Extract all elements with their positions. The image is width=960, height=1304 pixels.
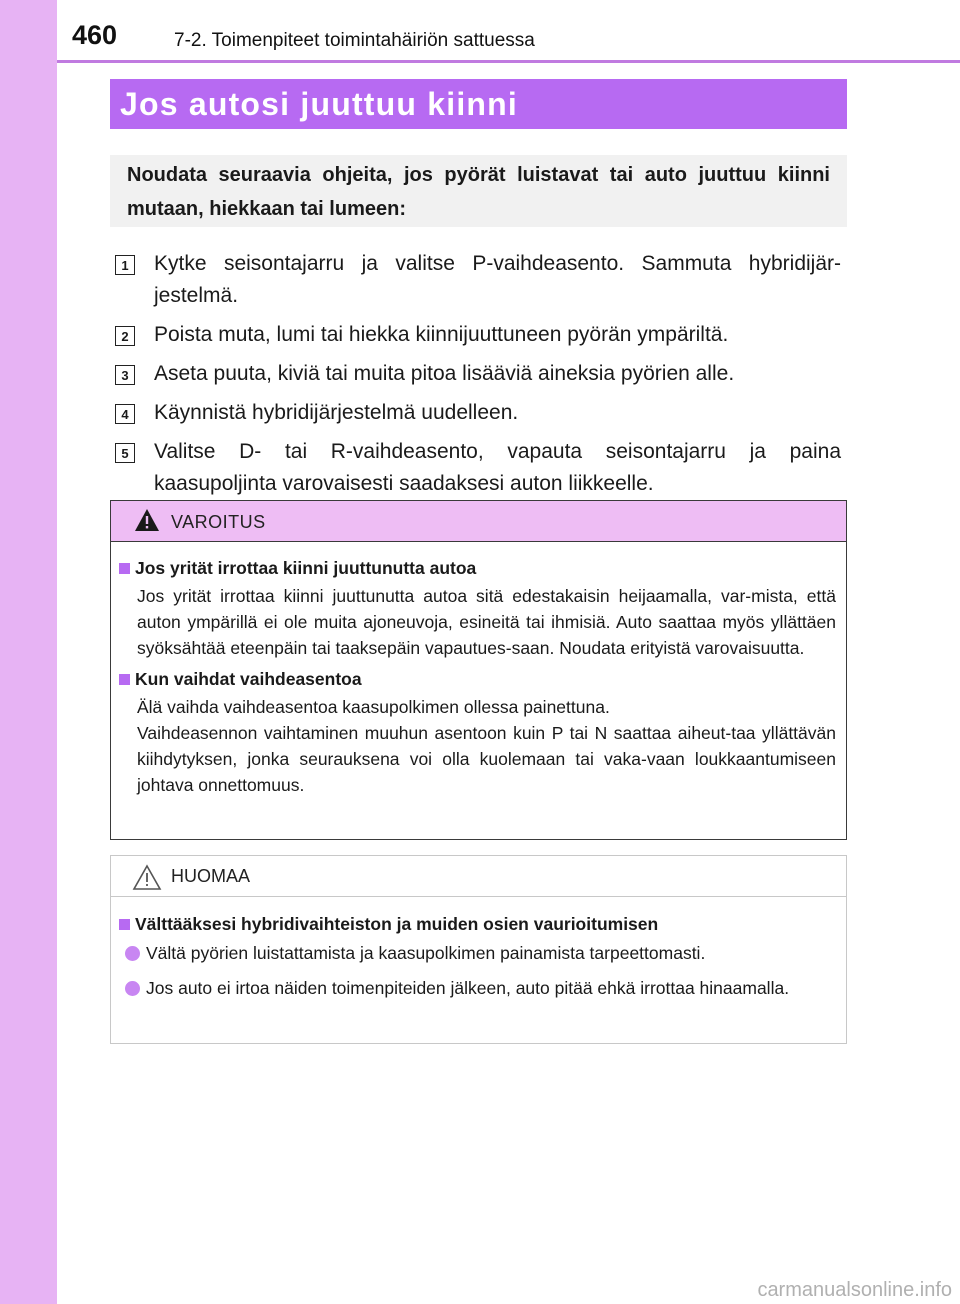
step-number-1: 1 <box>115 255 135 275</box>
notice-heading <box>119 914 836 935</box>
step-item <box>115 397 841 429</box>
square-bullet-icon <box>119 674 130 685</box>
step-number-3: 3 <box>115 365 135 385</box>
page-number: 460 <box>72 20 118 50</box>
step-text: Käynnistä hybridijärjestelmä uudelleen. <box>154 401 519 424</box>
notice-body <box>111 897 846 1002</box>
notice-box <box>110 855 847 1044</box>
notice-header <box>111 856 846 897</box>
intro-text: Noudata seuraavia ohjeita, jos pyörät luistavat tai auto juuttuu kiinni mutaan, hiekkaan tai lumeen: <box>127 164 830 220</box>
warning-paragraph: Vaihdeasennon vaihtaminen muuhun asentoon kuin P tai N saattaa aiheut-taa yllättävän kiihdytyksen, jonka seurauksena voi olla kuolemaan tai vaka-vaan loukkaantumiseen johtava onnettomuus. <box>137 723 836 795</box>
caution-triangle-icon <box>132 864 162 891</box>
notice-bullet-text: Vältä pyörien luistattamista ja kaasupolkimen painamista tarpeettomasti. <box>146 943 706 963</box>
circle-bullet-icon <box>125 981 140 996</box>
step-number-5: 5 <box>115 443 135 463</box>
notice-bullet <box>125 975 836 1002</box>
notice-bullet <box>125 940 836 967</box>
section-banner <box>110 79 847 129</box>
warning-header <box>111 501 846 542</box>
step-item <box>115 436 841 500</box>
warning-body <box>111 542 846 798</box>
warning-item-heading <box>119 558 836 579</box>
header-divider <box>57 60 960 63</box>
notice-bullet-text: Jos auto ei irtoa näiden toimenpiteiden jälkeen, auto pitää ehkä irrottaa hinaamalla. <box>146 978 790 998</box>
step-item <box>115 319 841 351</box>
warning-paragraph: Älä vaihda vaihdeasentoa kaasupolkimen ollessa painettuna. <box>137 697 610 717</box>
step-number-4: 4 <box>115 404 135 424</box>
intro-box <box>110 155 847 227</box>
step-item <box>115 248 841 312</box>
section-title: Jos autosi juuttuu kiinni <box>120 85 518 122</box>
warning-paragraph: Jos yrität irrottaa kiinni juuttunutta autoa sitä edestakaisin heijaamalla, var-mista, että auton ympärillä ei ole muita ajoneuvoja, esineitä tai ihmisiä. Auto saattaa myös yllättäen syöksähtää eteenpäin tai taaksepäin vapautues-saan. Noudata erityistä varovaisuutta. <box>137 586 836 658</box>
side-tab-strip <box>0 0 57 1304</box>
watermark: carmanualsonline.info <box>757 1279 952 1301</box>
step-text: Aseta puuta, kiviä tai muita pitoa lisääviä aineksia pyörien alle. <box>154 362 735 385</box>
warning-heading-text: Kun vaihdat vaihdeasentoa <box>135 669 362 689</box>
step-text: Poista muta, lumi tai hiekka kiinnijuuttuneen pyörän ympäriltä. <box>154 323 729 346</box>
warning-item-heading <box>119 669 836 690</box>
warning-heading-text: Jos yrität irrottaa kiinni juuttunutta autoa <box>135 558 477 578</box>
warning-title: VAROITUS <box>171 512 266 532</box>
notice-heading-text: Välttääksesi hybridivaihteiston ja muiden osien vaurioitumisen <box>135 914 659 934</box>
step-text: Valitse D- tai R-vaihdeasento, vapauta seisontajarru ja paina kaasupoljinta varovaisesti saadaksesi auton liikkeelle. <box>154 440 841 495</box>
step-number-2: 2 <box>115 326 135 346</box>
notice-title: HUOMAA <box>171 866 251 886</box>
step-list <box>115 248 841 507</box>
step-text: Kytke seisontajarru ja valitse P-vaihdeasento. Sammuta hybridijär-jestelmä. <box>154 252 841 307</box>
warning-box <box>110 500 847 840</box>
step-item <box>115 358 841 390</box>
square-bullet-icon <box>119 563 130 574</box>
warning-triangle-icon <box>134 508 160 532</box>
circle-bullet-icon <box>125 946 140 961</box>
square-bullet-icon <box>119 919 130 930</box>
chapter-title: 7-2. Toimenpiteet toimintahäiriön sattuessa <box>174 30 535 51</box>
